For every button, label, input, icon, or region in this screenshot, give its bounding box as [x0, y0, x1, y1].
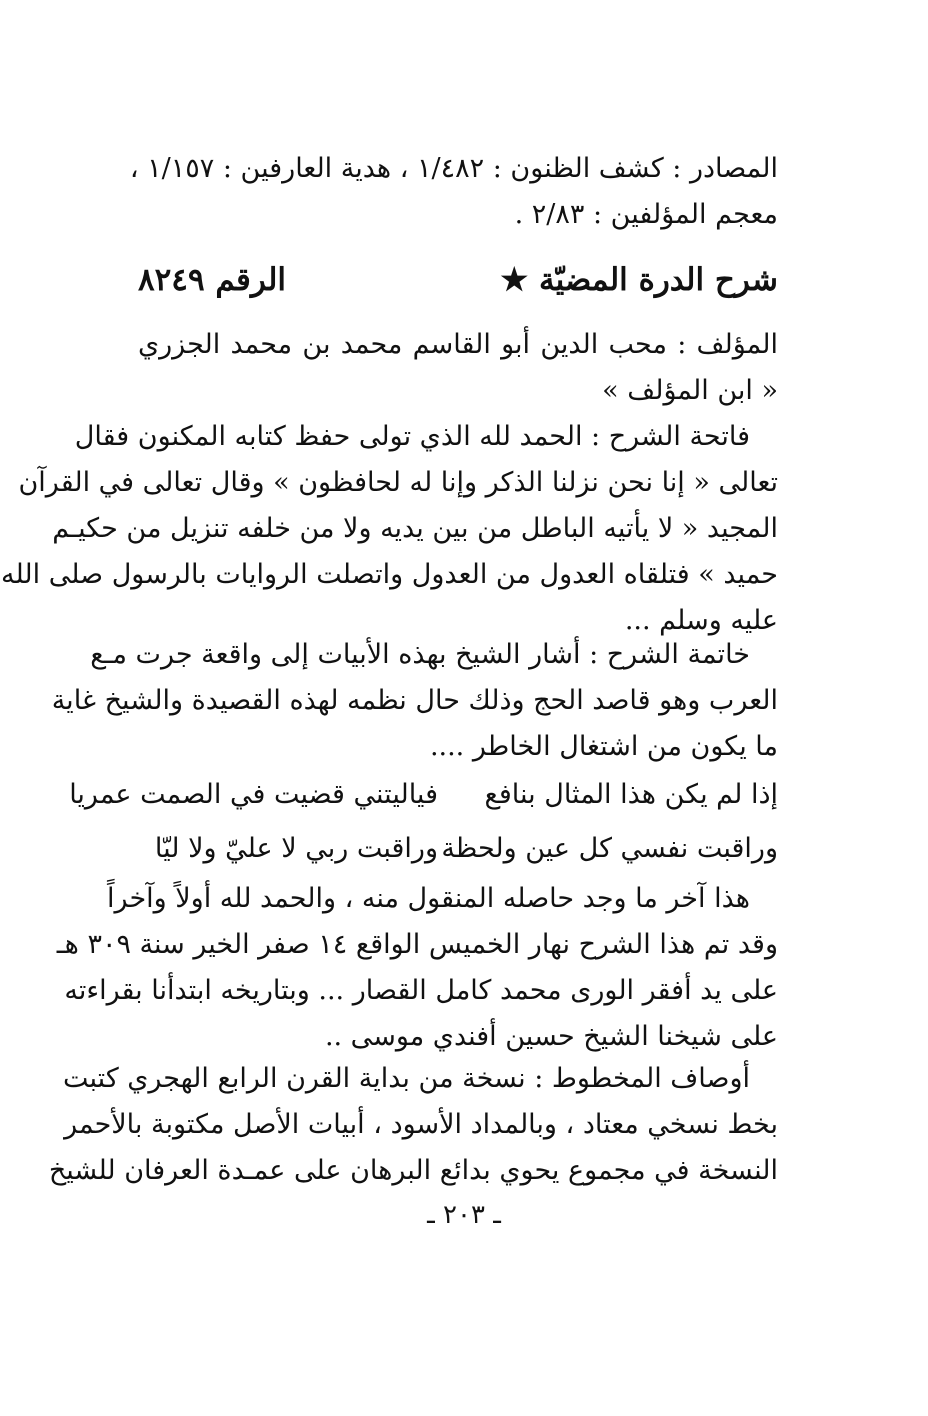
colophon-line: هذا آخر ما وجد حاصله المنقول منه ، والحمد لله أولاً وآخراً: [107, 883, 750, 914]
closing-line: خاتمة الشرح : أشار الشيخ بهذه الأبيات إلى واقعة جرت مـع: [90, 639, 750, 670]
sources-line: معجم المؤلفين : ٢/٨٣ .: [514, 199, 778, 230]
sources-block: [129, 146, 778, 238]
opening-block: [1, 414, 778, 644]
entry-title: شرح الدرة المضيّة ★: [500, 262, 778, 298]
verse-line: [69, 772, 778, 818]
verse-second-hemistich: فياليتني قضيت في الصمت عمريا: [69, 779, 438, 810]
closing-line: العرب وهو قاصد الحج وذلك حال نظمه لهذه القصيدة والشيخ غاية: [51, 685, 778, 716]
colophon-line: على يد أفقر الورى محمد كامل القصار ... وبتاريخه ابتدأنا بقراءته: [64, 975, 778, 1006]
description-line: أوصاف المخطوط : نسخة من بداية القرن الرابع الهجري كتبت: [63, 1063, 750, 1094]
closing-line: ما يكون من اشتغال الخاطر ....: [429, 731, 778, 762]
entry-heading: [138, 256, 778, 304]
sources-line: المصادر : كشف الظنون : ١/٤٨٢ ، هدية العارفين : ١/١٥٧ ،: [129, 153, 778, 184]
opening-line: تعالى « إنا نحن نزلنا الذكر وإنا له لحافظون » وقال تعالى في القرآن: [18, 467, 778, 498]
colophon-line: على شيخنا الشيخ حسين أفندي موسى ..: [324, 1021, 778, 1052]
colophon-line: وقد تم هذا الشرح نهار الخميس الواقع ١٤ صفر الخير سنة ٣٠٩ هـ: [56, 929, 778, 960]
opening-line: المجيد « لا يأتيه الباطل من بين يديه ولا من خلفه تنزيل من حكيـم: [52, 513, 778, 544]
verse-first-hemistich: إذا لم يكن هذا المثال بنافع: [484, 779, 778, 810]
opening-line: حميد » فتلقاه العدول من العدول واتصلت الروايات بالرسول صلى الله: [1, 559, 778, 590]
closing-block: [51, 632, 778, 770]
description-block: [48, 1056, 778, 1194]
page-number: ـ ٢٠٣ ـ: [427, 1200, 501, 1230]
description-line: النسخة في مجموع يحوي بدائع البرهان على عمـدة العرفان للشيخ: [48, 1155, 778, 1186]
opening-line: عليه وسلم ...: [624, 605, 778, 636]
opening-line: فاتحة الشرح : الحمد لله الذي تولى حفظ كتابه المكنون فقال: [74, 421, 750, 452]
verse-second-hemistich: وراقبت ربي لا عليّ ولا ليّا: [154, 833, 438, 864]
verse-line: [138, 826, 778, 872]
author-line: المؤلف : محب الدين أبو القاسم محمد بن محمد الجزري: [138, 329, 778, 360]
colophon-block: [56, 876, 778, 1060]
entry-number: الرقم ٨٢٤٩: [138, 262, 287, 298]
verse-first-hemistich: وراقبت نفسي كل عين ولحظة: [441, 833, 778, 864]
author-line: « ابن المؤلف »: [602, 375, 778, 406]
author-block: [138, 322, 778, 414]
description-line: بخط نسخي معتاد ، وبالمداد الأسود ، أبيات الأصل مكتوبة بالأحمر: [64, 1109, 778, 1140]
